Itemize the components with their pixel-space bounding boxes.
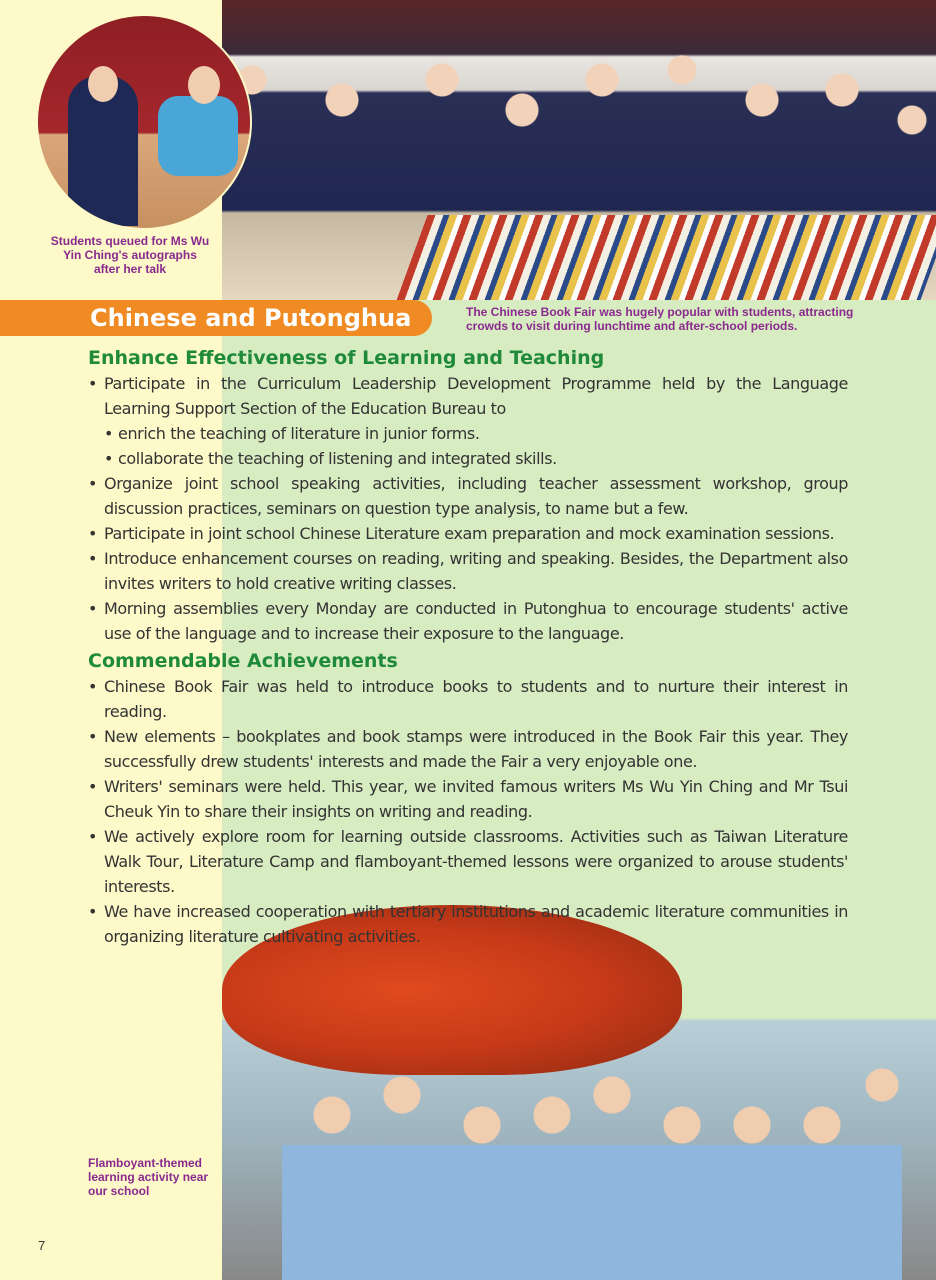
list-item: • We actively explore room for learning outside classrooms. Activities such as Taiwan Literature Walk Tour, Literature Camp and flamboyant-themed lessons were organized to arouse students' interests. bbox=[88, 824, 848, 899]
learning-list bbox=[88, 371, 848, 646]
book-fair-caption: The Chinese Book Fair was hugely popular with students, attracting crowds to visit during lunchtime and after-school periods. bbox=[466, 305, 854, 333]
list-item: • Morning assemblies every Monday are conducted in Putonghua to encourage students' active use of the language and to increase their exposure to the language. bbox=[88, 596, 848, 646]
main-content bbox=[88, 347, 848, 953]
flamboyant-photo bbox=[222, 905, 936, 1280]
section-title: Chinese and Putonghua bbox=[90, 304, 412, 332]
sub-list bbox=[104, 421, 848, 471]
students-crowd bbox=[222, 40, 936, 230]
book-fair-photo bbox=[222, 0, 936, 300]
achievements-heading: Commendable Achievements bbox=[88, 650, 398, 672]
page-number: 7 bbox=[38, 1238, 46, 1253]
list-item: • Chinese Book Fair was held to introduce books to students and to nurture their interest in reading. bbox=[88, 674, 848, 724]
achievements-list bbox=[88, 674, 848, 949]
list-item: • We have increased cooperation with tertiary institutions and academic literature communities in organizing literature cultivating activities. bbox=[88, 899, 848, 949]
sub-list-item: • enrich the teaching of literature in junior forms. bbox=[104, 421, 848, 446]
autograph-photo bbox=[36, 14, 252, 230]
list-item: • Participate in the Curriculum Leadership Development Programme held by the Language Learning Support Section of the Education Bureau to • enrich the teaching of literature in junior forms. • collaborate the teaching of listening and integrated skills. bbox=[88, 371, 848, 471]
flamboyant-caption: Flamboyant-themed learning activity near our school bbox=[88, 1156, 209, 1198]
writer-figure bbox=[158, 96, 238, 176]
section-banner bbox=[0, 300, 432, 336]
list-item: • Writers' seminars were held. This year, we invited famous writers Ms Wu Yin Ching and Mr Tsui Cheuk Yin to share their insights on writing and reading. bbox=[88, 774, 848, 824]
autograph-caption: Students queued for Ms Wu Yin Ching's autographs after her talk bbox=[50, 234, 210, 276]
list-item: • New elements – bookplates and book stamps were introduced in the Book Fair this year. They successfully drew students' interests and made the Fair a very enjoyable one. bbox=[88, 724, 848, 774]
list-item: • Participate in joint school Chinese Literature exam preparation and mock examination sessions. bbox=[88, 521, 848, 546]
learning-heading: Enhance Effectiveness of Learning and Teaching bbox=[88, 347, 605, 369]
writer-head bbox=[188, 66, 220, 104]
list-item: • Introduce enhancement courses on reading, writing and speaking. Besides, the Department also invites writers to hold creative writing classes. bbox=[88, 546, 848, 596]
students-group bbox=[282, 1055, 902, 1280]
sub-list-item: • collaborate the teaching of listening and integrated skills. bbox=[104, 446, 848, 471]
list-item: • Organize joint school speaking activities, including teacher assessment workshop, group discussion practices, seminars on question type analysis, to name but a few. bbox=[88, 471, 848, 521]
book-table bbox=[397, 215, 936, 300]
student-head bbox=[88, 66, 118, 102]
